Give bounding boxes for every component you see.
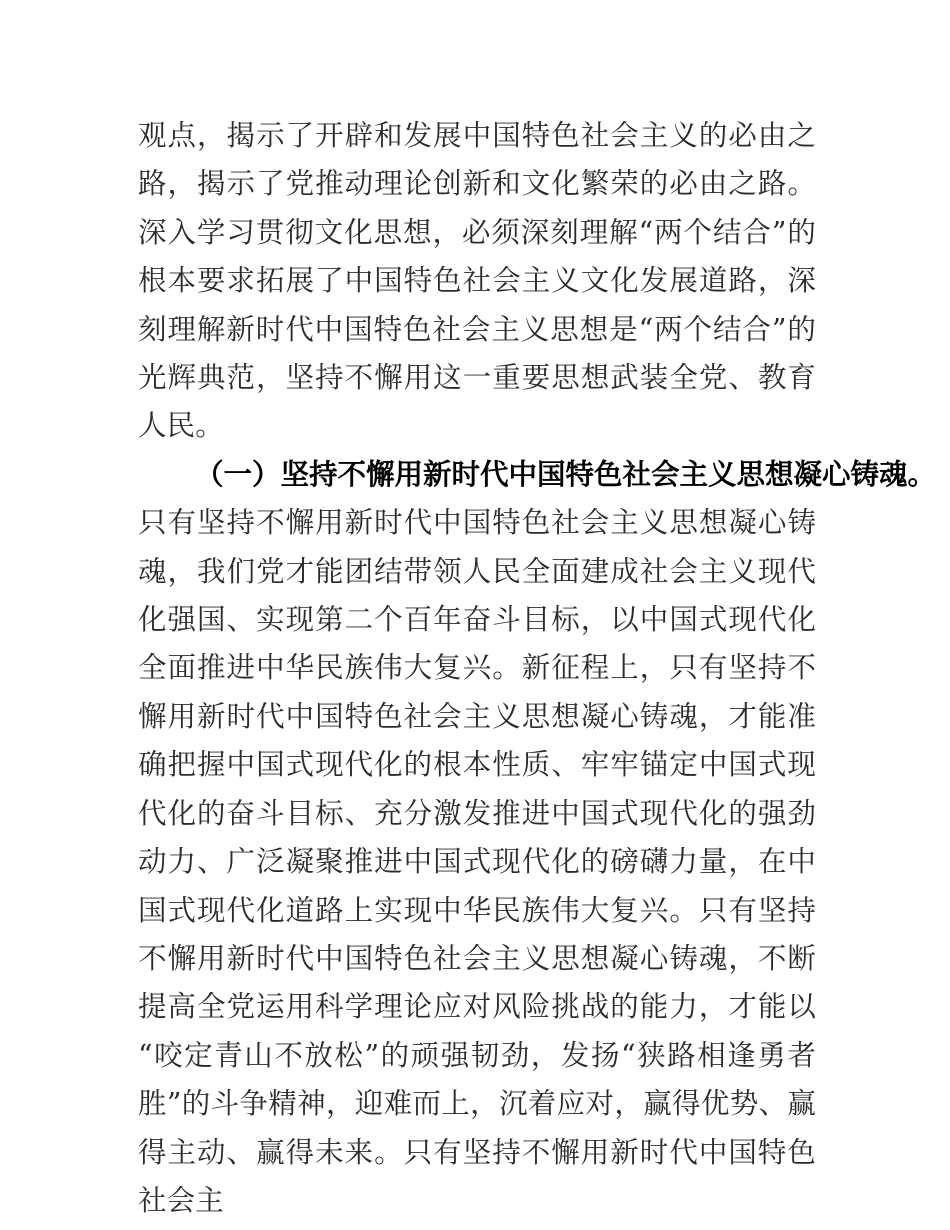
page-content-area xyxy=(138,112,937,1225)
section-heading-1: （一）坚持不懈用新时代中国特色社会主义思想凝心铸魂。 xyxy=(195,457,937,491)
body-paragraph-1: 观点，揭示了开辟和发展中国特色社会主义的必由之路，揭示了党推动理论创新和文化繁荣的必由之路。深入学习贯彻文化思想，必须深刻理解“两个结合”的根本要求拓展了中国特色社会主义文化发展道路，深刻理解新时代中国特色社会主义思想是“两个结合”的光辉典范，坚持不懈用这一重要思想武装全党、教育人民。 xyxy=(138,119,816,443)
body-paragraph-2: 只有坚持不懈用新时代中国特色社会主义思想凝心铸魂，我们党才能团结带领人民全面建成社会主义现代化强国、实现第二个百年奋斗目标，以中国式现代化全面推进中华民族伟大复兴。新征程上，只有坚持不懈用新时代中国特色社会主义思想凝心铸魂，才能准确把握中国式现代化的根本性质、牢牢锚定中国式现代化的奋斗目标、充分激发推进中国式现代化的强劲动力、广泛凝聚推进中国式现代化的磅礴力量，在中国式现代化道路上实现中华民族伟大复兴。只有坚持不懈用新时代中国特色社会主义思想凝心铸魂，不断提高全党运用科学理论应对风险挑战的能力，才能以“咬定青山不放松”的顽强韧劲，发扬“狭路相逢勇者胜”的斗争精神，迎难而上，沉着应对，赢得优势、赢得主动、赢得未来。只有坚持不懈用新时代中国特色社会主 xyxy=(138,506,816,1217)
